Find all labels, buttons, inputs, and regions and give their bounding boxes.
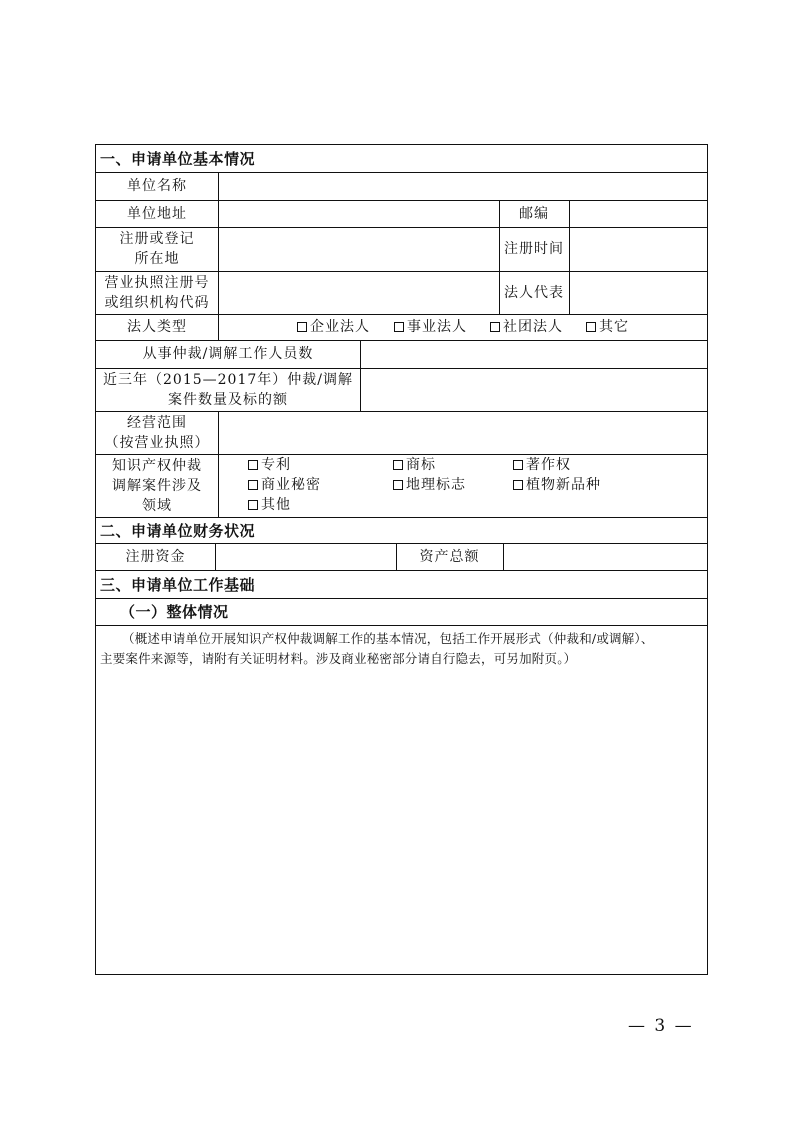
license-line-1: 营业执照注册号 — [104, 274, 210, 291]
legal-type-option[interactable]: 企业法人 — [297, 317, 370, 337]
ip-field-line-1: 知识产权仲裁 — [112, 457, 202, 474]
ip-field-line-2: 调解案件涉及 — [112, 477, 202, 494]
col-divider — [215, 543, 216, 570]
section-3-subtitle: （一）整体情况 — [120, 603, 229, 621]
ip-field-label — [96, 454, 218, 517]
ip-field-line-3: 领域 — [142, 497, 172, 514]
unit-name-label: 单位名称 — [127, 178, 187, 194]
license-line-2: 或组织机构代码 — [104, 294, 210, 311]
section-3-title: 三、申请单位工作基础 — [100, 575, 256, 594]
checkbox-icon[interactable] — [393, 480, 403, 490]
reg-place-label — [96, 227, 218, 271]
col-divider — [360, 340, 361, 411]
cases-line-1: 近三年（2015—2017年）仲裁/调解 — [103, 371, 353, 388]
checkbox-icon[interactable] — [248, 500, 258, 510]
reg-place-line-2: 所在地 — [134, 251, 180, 267]
col-divider — [218, 172, 219, 314]
checkbox-icon[interactable] — [513, 460, 523, 470]
work-description — [100, 629, 706, 669]
reg-capital-label: 注册资金 — [125, 548, 186, 565]
col-divider — [503, 543, 504, 570]
business-scope-line-2: （按营业执照） — [104, 434, 210, 451]
checkbox-icon[interactable] — [490, 322, 500, 332]
checkbox-icon[interactable] — [393, 460, 403, 470]
business-scope-label — [96, 411, 218, 454]
page-number: — 3 — — [628, 1016, 694, 1036]
legal-type-option[interactable]: 其它 — [586, 317, 629, 337]
reg-time-label: 注册时间 — [504, 241, 564, 257]
description-line-1: （概述申请单位开展知识产权仲裁调解工作的基本情况，包括工作开展形式（仲裁和/或调解）、 — [122, 631, 654, 646]
checkbox-icon[interactable] — [248, 480, 258, 490]
cases-line-2: 案件数量及标的额 — [168, 391, 288, 408]
ip-field-option[interactable]: 植物新品种 — [513, 475, 601, 495]
postcode-label: 邮编 — [519, 205, 549, 222]
legal-type-label: 法人类型 — [127, 319, 187, 335]
ip-field-option[interactable]: 商标 — [393, 455, 436, 475]
ip-field-option[interactable]: 专利 — [248, 455, 291, 475]
total-assets-label: 资产总额 — [419, 548, 480, 565]
checkbox-icon[interactable] — [586, 322, 596, 332]
description-line-2: 主要案件来源等，请附有关证明材料。涉及商业秘密部分请自行隐去，可另加附页。） — [100, 651, 577, 666]
ip-field-option[interactable]: 商业秘密 — [248, 475, 321, 495]
ip-field-option[interactable]: 地理标志 — [393, 475, 466, 495]
checkbox-icon[interactable] — [513, 480, 523, 490]
legal-type-option[interactable]: 社团法人 — [490, 317, 563, 337]
section-2-title: 二、申请单位财务状况 — [100, 521, 256, 540]
unit-address-label: 单位地址 — [127, 205, 187, 222]
ip-field-option[interactable]: 著作权 — [513, 455, 571, 475]
legal-rep-label: 法人代表 — [504, 284, 564, 301]
checkbox-icon[interactable] — [394, 322, 404, 332]
checkbox-icon[interactable] — [297, 322, 307, 332]
col-divider — [218, 314, 219, 340]
reg-place-line-1: 注册或登记 — [119, 231, 195, 247]
license-label — [96, 271, 218, 314]
business-scope-line-1: 经营范围 — [127, 414, 187, 431]
col-divider — [569, 200, 570, 314]
row-divider — [96, 625, 707, 626]
ip-field-option[interactable]: 其他 — [248, 495, 291, 515]
legal-type-option[interactable]: 事业法人 — [394, 317, 467, 337]
section-1-title: 一、申请单位基本情况 — [100, 150, 256, 168]
checkbox-icon[interactable] — [248, 460, 258, 470]
application-form — [95, 144, 708, 975]
staff-count-label: 从事仲裁/调解工作人员数 — [142, 346, 314, 362]
cases-label — [96, 368, 360, 411]
col-divider — [218, 411, 219, 517]
